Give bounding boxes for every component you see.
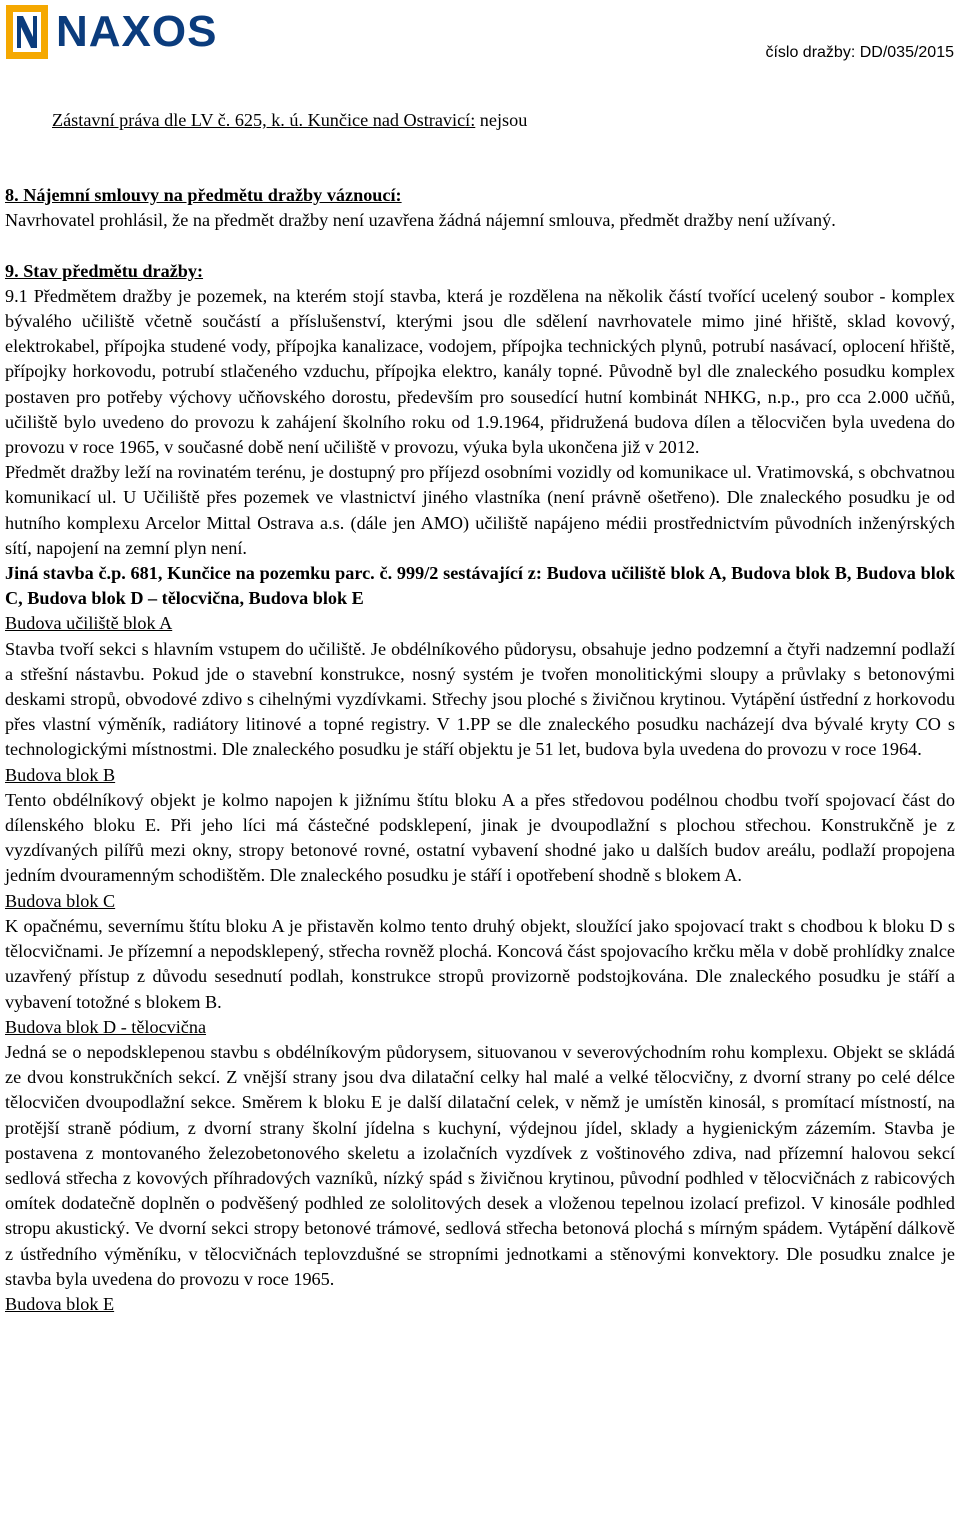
- block-e-title: Budova blok E: [5, 1293, 115, 1314]
- block-d-title: Budova blok D - tělocvična: [5, 1016, 207, 1037]
- logo-wordmark: NAXOS: [56, 7, 218, 56]
- naxos-logo: [4, 3, 217, 61]
- block-c-title: Budova blok C: [5, 890, 116, 911]
- naxos-logo-mark-icon: [4, 3, 50, 61]
- section-8-text: Navrhovatel prohlásil, že na předmět dražby není uzavřena žádná nájemní smlouva, předmět dražby není užívaný.: [5, 210, 836, 231]
- section-9-heading: 9. Stav předmětu dražby:: [5, 260, 204, 281]
- liens-line: [52, 108, 955, 133]
- block-b-title: Budova blok B: [5, 764, 116, 785]
- block-c-text: K opačnému, severnímu štítu bloku A je přistavěn kolmo tento druhý objekt, sloužící jako spojovací trakt s chodbou k bloku D s tělocvičnami. Je přízemní a nepodsklepený, střecha rovněž plochá. Koncová část spojovacího krčku měla v době prohlídky znalce uzavřený přístup z důvodu sesednutí podlah, konstrukce stropů provizorně podstojkována. Dle znaleckého posudku je stáří a vybavení totožné s blokem B.: [5, 915, 955, 1012]
- section-9-paragraph-2: Předmět dražby leží na rovinatém terénu, je dostupný pro příjezd osobními vozidly od komunikace ul. Vratimovská, s obchvatnou komunikací ul. U Učiliště přes pozemek ve vlastnictví jiného vlastníka (není právně ošetřeno). Dle znaleckého posudku je od hutního komplexu Arcelor Mittal Ostrava a.s. (dále jen AMO) učiliště napájeno médii prostřednictvím původních inženýrských sítí, napojení na zemní plyn není.: [5, 462, 955, 558]
- section-9-paragraph-1: 9.1 Předmětem dražby je pozemek, na kterém stojí stavba, která je rozdělena na několik částí tvořící ucelený soubor - komplex bývalého učiliště včetně součástí a příslušenství, kterými jsou dle sdělení navrhovatele mimo jiné hřiště, sklad kovový, elektrokabel, přípojka studené vody, přípojka kanalizace, vodojem, přípojka technických plynů, potrubí nasávací, oplocení hřiště, přípojky horkovodu, potrubí stlačeného vzduchu, přípojka elektro, kanály topné. Původně byl dle znaleckého posudku komplex postaven pro potřeby výchovy učňovského dorostu, především pro sousedící hutní kombinát NHKG, n.p., pro cca 2.000 učňů, učiliště bylo uvedeno do provozu k zahájení školního roku od 1.9.1964, přidružená budova dílen a tělocvičen byla uvedena do provozu v roce 1965, v současné době není učiliště v provozu, výuka byla ukončena již v 2012.: [5, 285, 955, 458]
- section-9-building-summary: Jiná stavba č.p. 681, Kunčice na pozemku parc. č. 999/2 sestávající z: Budova učiliště blok A, Budova blok B, Budova blok C, Budova blok D – tělocvična, Budova blok E: [5, 563, 955, 609]
- block-d-text: Jedná se o nepodsklepenou stavbu s obdélníkovým půdorysem, situovanou v severovýchodním rohu komplexu. Objekt se skládá ze dvou konstrukčních sekcí. Z vnější strany jsou dva dilatační celky hal malé a velké tělocvičny, z dvorní strany po celé délce tělocvičen dvoupodlažní sekce. Směrem k bloku E je další dilatační celek, v němž je umístěn kinosál, s promítací místností, na protější straně pódium, z dvorní strany školní jídelna s kuchyní, výdejnou jídel, sklady a hygienickým zázemím. Stavba je postavena z montovaného železobetonového skeletu a izolačních vyzdívek z voštinového zdiva, nad přízemní halovou sekcí sedlová střecha z kovových příhradových vazníků, nízký spád s živičnou krytinou, původní podhled v tělocvičnách z rabicových omítek dodatečně doplněn o podvěšený podhled ze sololitových desek a vloženou tepelnou izolací prefizol. V kinosále podhled stropu akustický. Ve dvorní sekci stropy betonové trámové, sedlová střecha betonová plochá s mírným spádem. Vytápění dálkově z ústředního výměníku, v tělocvičnách teplovzdušné se stropními jednotkami a stěnovými konvektory. Dle posudku znalce je stavba byla uvedena do provozu v roce 1965.: [5, 1041, 955, 1289]
- block-a-title: Budova učiliště blok A: [5, 613, 173, 634]
- liens-label: Zástavní práva dle LV č. 625, k. ú. Kunčice nad Ostravicí:: [52, 110, 476, 130]
- auction-number: číslo dražby: DD/035/2015: [765, 44, 954, 61]
- liens-value: nejsou: [479, 110, 528, 130]
- section-8-heading: 8. Nájemní smlouvy na předmětu dražby váznoucí:: [5, 185, 402, 206]
- block-a-text: Stavba tvoří sekci s hlavním vstupem do učiliště. Je obdélníkového půdorysu, obsahuje jedno podzemní a čtyři nadzemní podlaží a střešní nástavbu. Pokud jde o stavební konstrukce, nosný systém je tvořen monolitickými sloupy a průvlaky s betonovými deskami stropů, obvodové zdivo s cihelnými vyzdívkami. Střechy jsou ploché s živičnou krytinou. Vytápění ústřední z horkovodu přes vlastní výměník, radiátory litinové a topné registry. V 1.PP se dle znaleckého posudku nacházejí dva bývalé kryty CO s technologickými místnostmi. Dle znaleckého posudku je stáří objektu je 51 let, budova byla uvedena do provozu v roce 1964.: [5, 638, 955, 760]
- block-b-text: Tento obdélníkový objekt je kolmo napojen k jižnímu štítu bloku A a přes středovou podélnou chodbu tvoří spojovací část do dílenského bloku E. Při jeho líci má částečné podsklepení, jinak je dvoupodlažní s plochou střechou. Konstrukčně je z vyzdívaných pilířů mezi okny, stropy betonové rovné, ostatní vybavení shodné jako u dalších budov areálu, podlaží propojena jedním dvouramenným schodištěm. Dle znaleckého posudku je stáří i opotřebení shodně s blokem A.: [5, 789, 955, 886]
- document-body: [5, 108, 955, 1317]
